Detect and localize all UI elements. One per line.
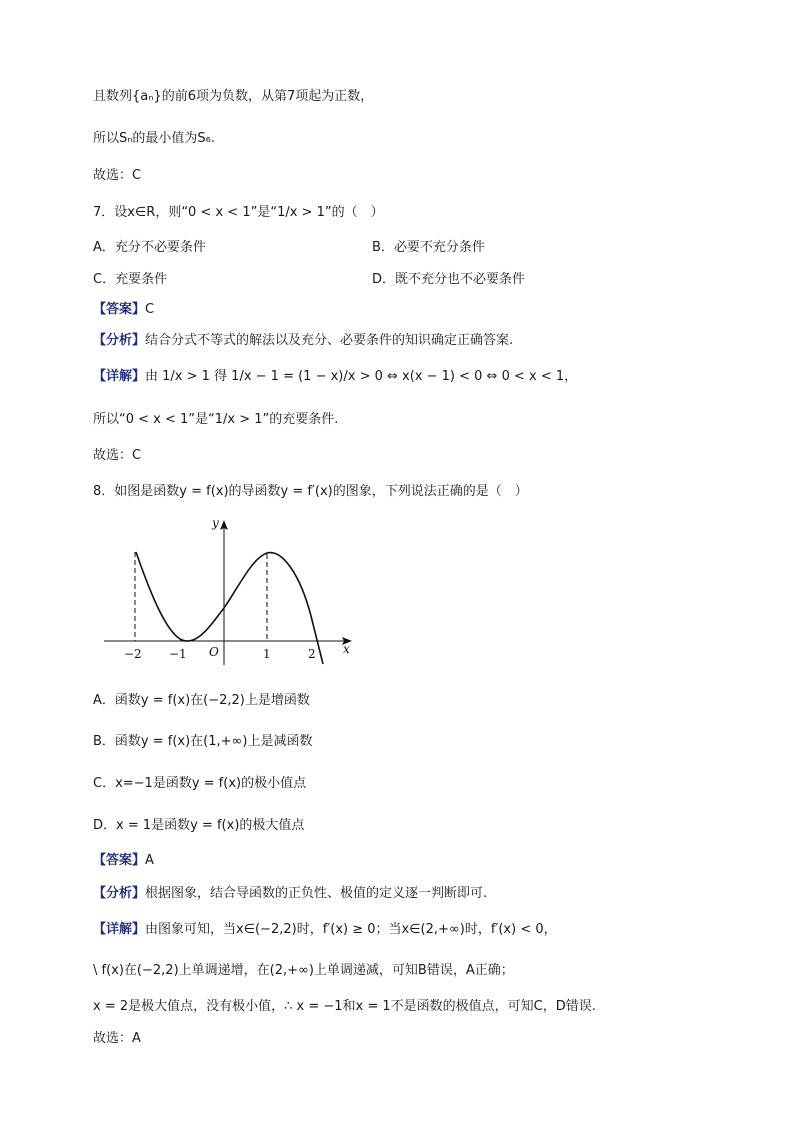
- q7-analysis: [93, 332, 513, 350]
- tick-label-neg1: −1: [169, 647, 187, 661]
- q8-analysis: [93, 885, 487, 903]
- q8-option-c: C．x=−1是函数y = f(x)的极小值点: [93, 776, 307, 791]
- origin-label: O: [209, 645, 219, 659]
- q7-option-b: B．必要不充分条件: [372, 240, 485, 255]
- q8-option-a: A．函数y = f(x)在(−2,2)上是增函数: [93, 693, 310, 708]
- detail-text: 由 1/x > 1 得 1/x − 1 = (1 − x)/x > 0 ⇔ x(x − 1) < 0 ⇔ 0 < x < 1，: [145, 369, 578, 384]
- analysis-text: 根据图象，结合导函数的正负性、极值的定义逐一判断即可.: [145, 886, 488, 901]
- analysis-tag: 【分析】: [93, 333, 146, 348]
- detail-tag: 【详解】: [93, 922, 146, 937]
- q8-option-d: D．x = 1是函数y = f(x)的极大值点: [93, 818, 305, 833]
- q7-answer: [93, 301, 154, 319]
- line-sequence-sign: 且数列{aₙ}的前6项为负数，从第7项起为正数，: [93, 89, 374, 104]
- line-min-value: 所以Sₙ的最小值为S₆.: [93, 131, 216, 146]
- answer-tag: 【答案】: [93, 853, 146, 868]
- detail-tag: 【详解】: [93, 369, 146, 384]
- line-choice-7: 故选：C: [93, 448, 142, 463]
- detail-text: 由图象可知，当x∈(−2,2)时，f′(x) ≥ 0；当x∈(2,+∞)时，f′(x) < 0，: [145, 922, 557, 937]
- x-axis-label: x: [343, 642, 350, 656]
- derivative-graph: [100, 512, 360, 667]
- q7-detail-conclusion: 所以“0 < x < 1”是“1/x > 1”的充要条件.: [93, 412, 339, 427]
- analysis-tag: 【分析】: [93, 886, 146, 901]
- analysis-text: 结合分式不等式的解法以及充分、必要条件的知识确定正确答案.: [145, 333, 514, 348]
- answer-value: A: [145, 853, 154, 868]
- q8-answer: [93, 852, 154, 870]
- q8-detail-monotonic: \ f(x)在(−2,2)上单调递增，在(2,+∞)上单调递减，可知B错误，A正确；: [93, 963, 514, 978]
- answer-value: C: [145, 302, 155, 317]
- q7-option-d: D．既不充分也不必要条件: [372, 272, 526, 287]
- q8-detail: [93, 921, 557, 939]
- tick-label-neg2: −2: [124, 647, 142, 661]
- line-choice-6: 故选：C: [93, 168, 142, 183]
- q7-option-c: C．充要条件: [93, 272, 168, 287]
- q7-option-a: A．充分不必要条件: [93, 240, 206, 255]
- line-choice-8: 故选：A: [93, 1031, 141, 1046]
- q8-detail-extrema: x = 2是极大值点，没有极小值，∴ x = −1和x = 1不是函数的极值点，可知C，D错误.: [93, 999, 596, 1014]
- q7-detail: [93, 368, 577, 386]
- y-axis-label: y: [212, 516, 219, 530]
- answer-tag: 【答案】: [93, 302, 146, 317]
- question-8: 8．如图是函数y = f(x)的导函数y = f′(x)的图象，下列说法正确的是（ ）: [93, 484, 528, 499]
- q8-option-b: B．函数y = f(x)在(1,+∞)上是减函数: [93, 734, 313, 749]
- question-7: 7．设x∈R，则“0 < x < 1”是“1/x > 1”的（ ）: [93, 205, 384, 220]
- tick-label-1: 1: [263, 647, 271, 661]
- derivative-curve: [136, 552, 323, 664]
- tick-label-2: 2: [308, 647, 316, 661]
